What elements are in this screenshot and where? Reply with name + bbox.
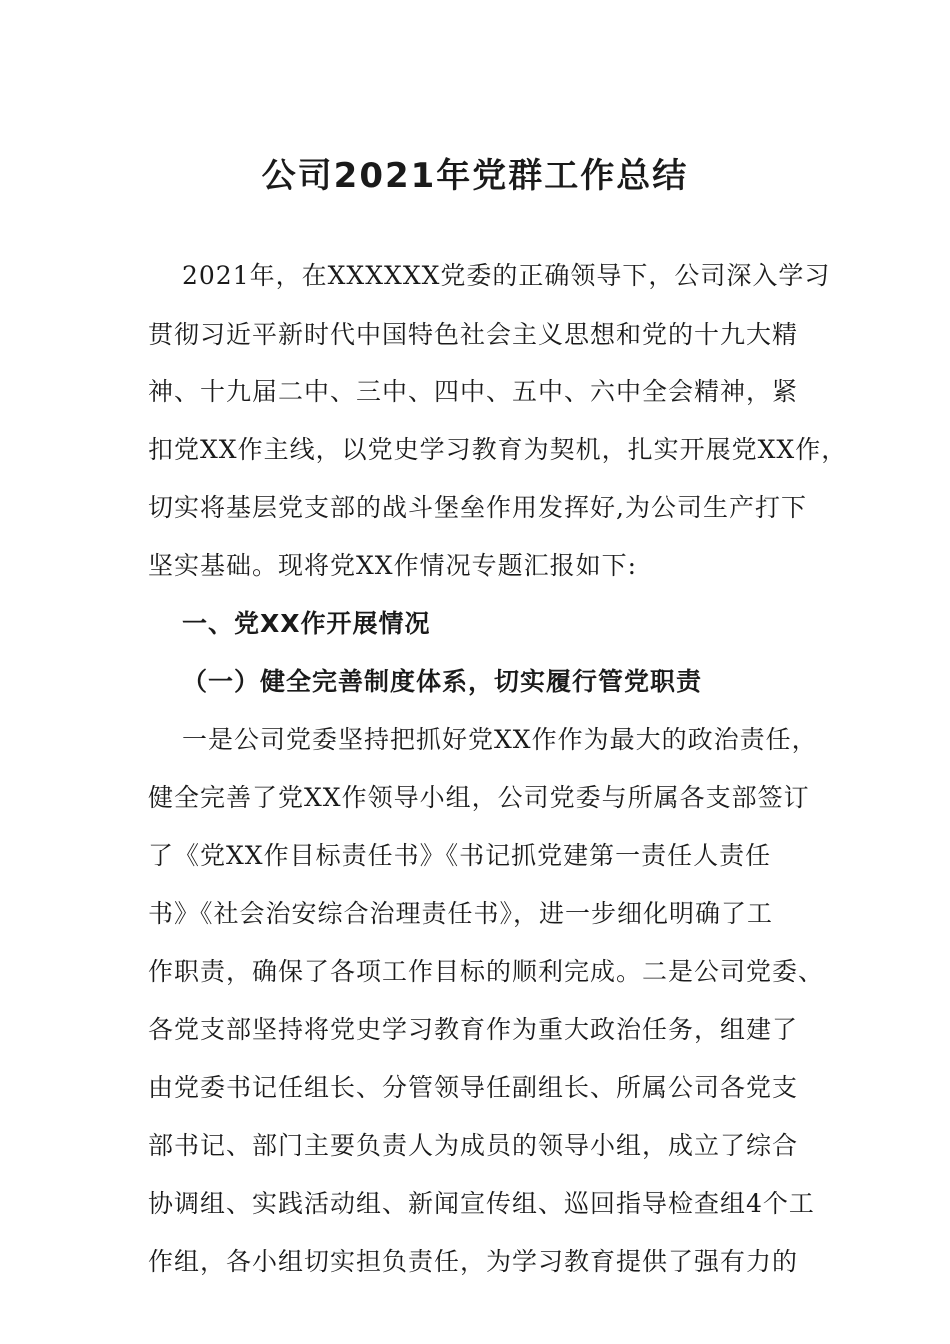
body-line-3: 了《党XX作目标责任书》《书记抓党建第一责任人责任 [148, 841, 772, 870]
subsection-heading: （一）健全完善制度体系，切实履行管党职责 [182, 667, 703, 696]
body-line-2: 健全完善了党XX作领导小组，公司党委与所属各支部签订 [148, 783, 810, 812]
intro-line-3: 神、十九届二中、三中、四中、五中、六中全会精神，紧 [148, 377, 799, 406]
body-line-7: 由党委书记任组长、分管领导任副组长、所属公司各党支 [148, 1073, 799, 1102]
body-line-4: 书》《社会治安综合治理责任书》，进一步细化明确了工 [148, 899, 774, 928]
body-line-9: 协调组、实践活动组、新闻宣传组、巡回指导检查组4个工 [148, 1189, 815, 1218]
intro-line-2: 贯彻习近平新时代中国特色社会主义思想和党的十九大精 [148, 320, 799, 349]
body-line-6: 各党支部坚持将党史学习教育作为重大政治任务，组建了 [148, 1015, 799, 1044]
body-line-8: 部书记、部门主要负责人为成员的领导小组，成立了综合 [148, 1131, 799, 1160]
section-heading: 一、党XX作开展情况 [182, 609, 431, 638]
document-title: 公司2021年党群工作总结 [261, 156, 689, 196]
body-line-5: 作职责，确保了各项工作目标的顺利完成。二是公司党委、 [148, 957, 825, 986]
intro-line-4: 扣党XX作主线，以党史学习教育为契机，扎实开展党XX作， [148, 435, 848, 464]
intro-line-1: 2021年，在XXXXXX党委的正确领导下，公司深入学习 [182, 261, 831, 290]
intro-line-6: 坚实基础。现将党XX作情况专题汇报如下: [148, 551, 638, 580]
body-line-1: 一是公司党委坚持把抓好党XX作作为最大的政治责任， [182, 725, 818, 754]
intro-line-5: 切实将基层党支部的战斗堡垒作用发挥好,为公司生产打下 [148, 493, 807, 522]
body-line-10: 作组，各小组切实担负责任，为学习教育提供了强有力的 [148, 1247, 799, 1276]
